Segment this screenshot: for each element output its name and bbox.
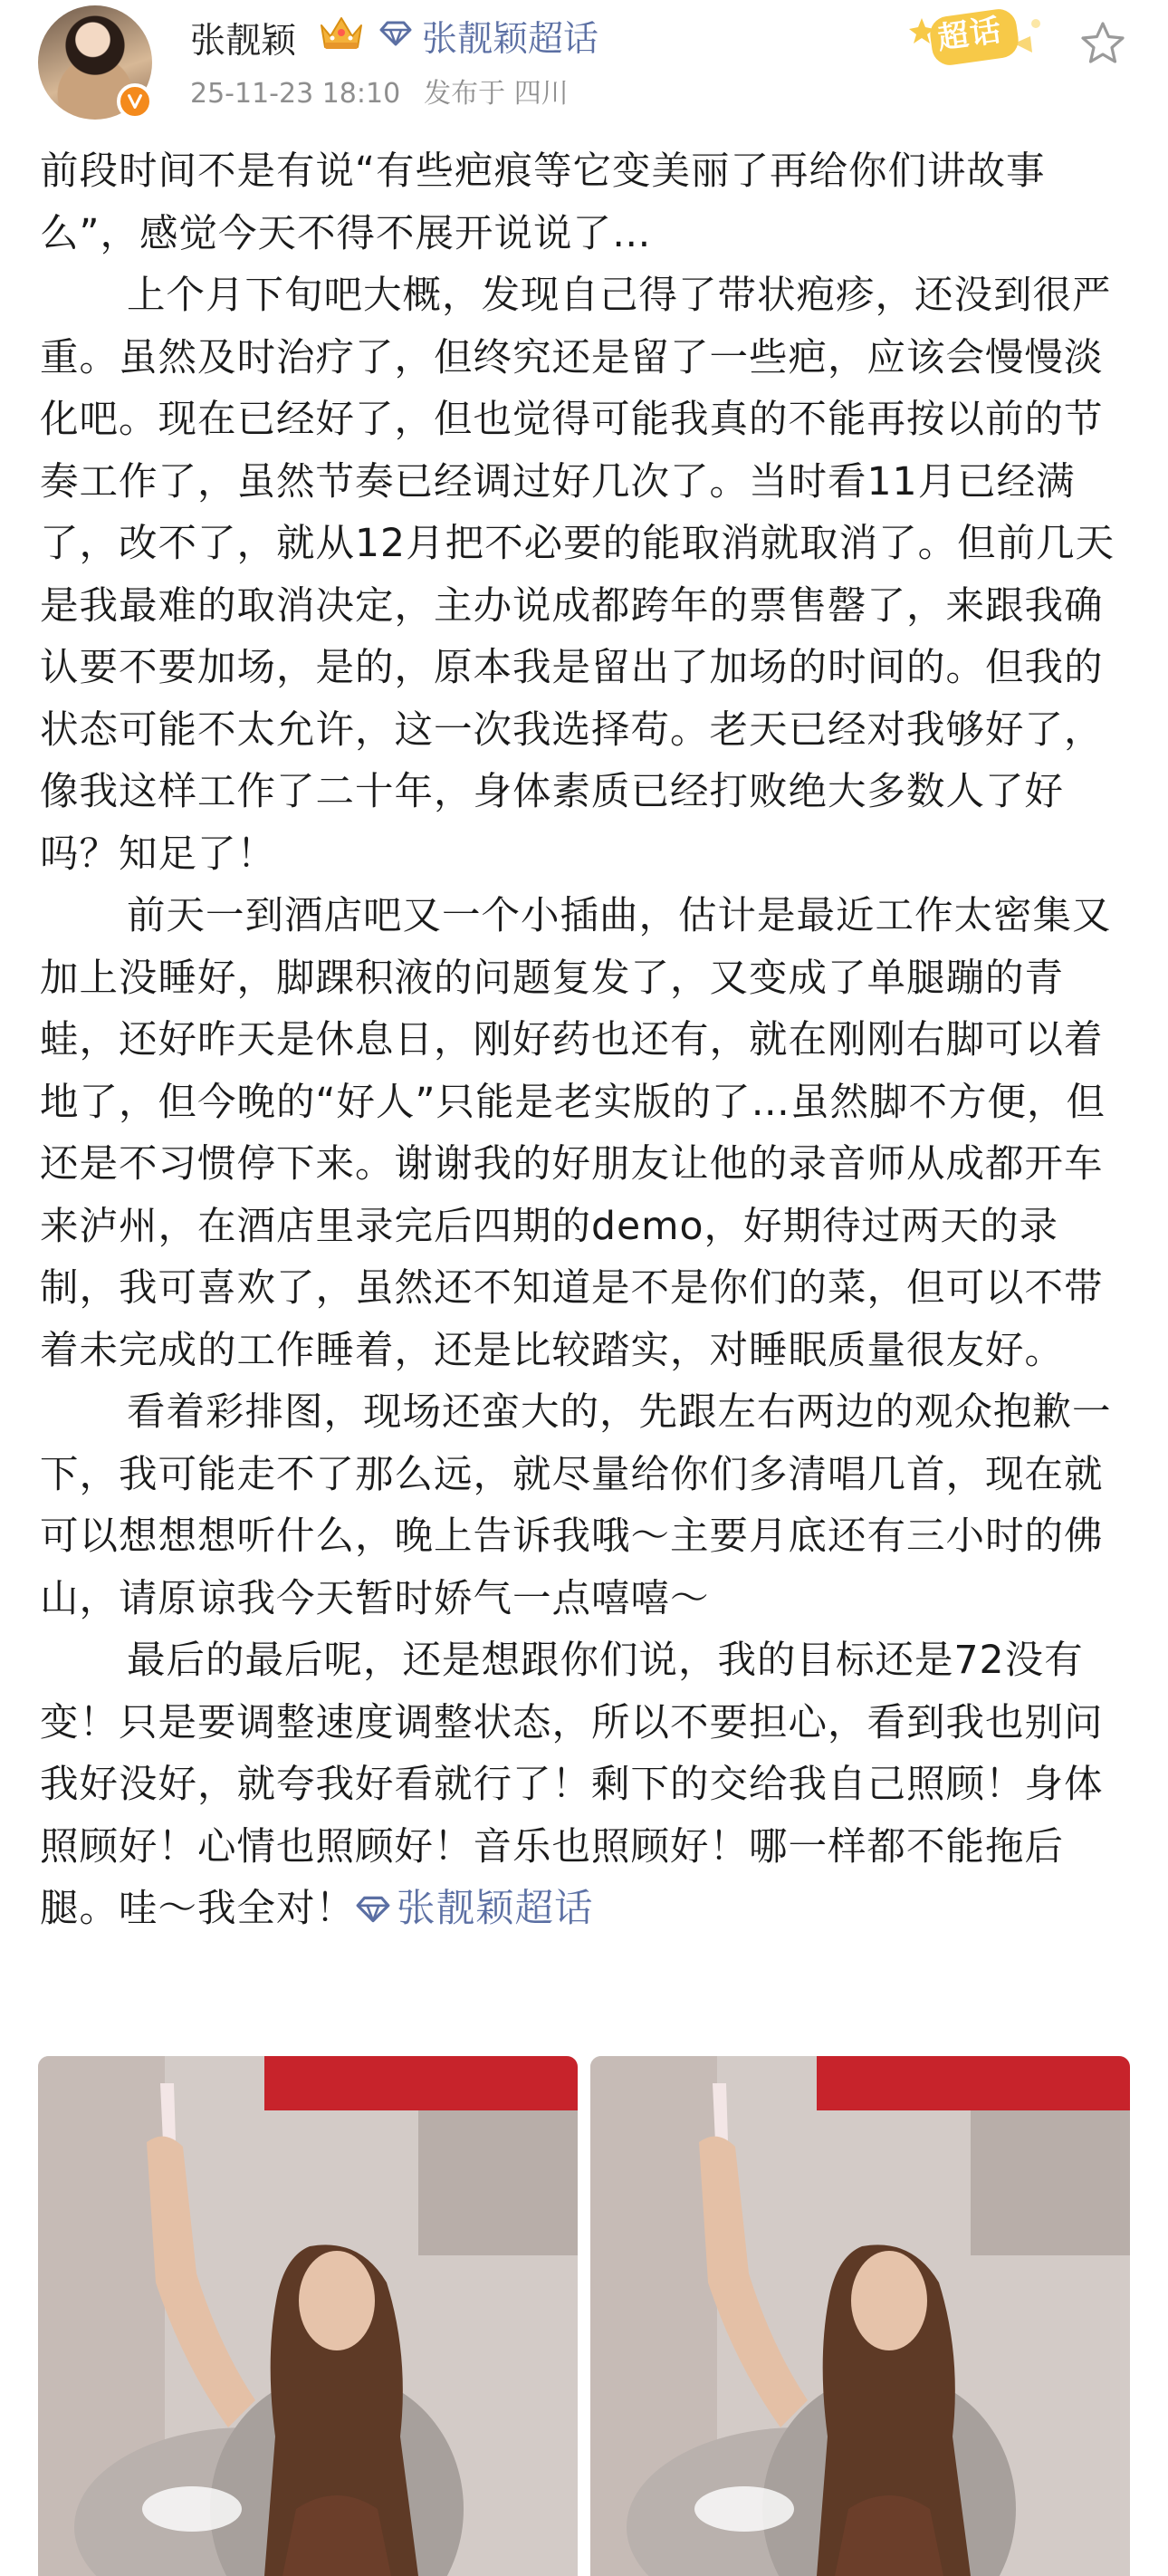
post-image[interactable] <box>590 2056 1130 2576</box>
post-paragraph: 前天一到酒店吧又一个小插曲，估计是最近工作太密集又加上没睡好，脚踝积液的问题复发了，又变成了单腿蹦的青蛙，还好昨天是休息日，刚好药也还有，就在刚刚右脚可以着地了，但今晚的“好人”只能是老实版的了…虽然脚不方便，但还是不习惯停下来。谢谢我的好朋友让他的录音师从成都开车来泸州，在酒店里录完后四期的demo，好期待过两天的录制，我可喜欢了，虽然还不知道是不是你们的菜，但可以不带着未完成的工作睡着，还是比较踏实，对睡眠质量很友好。 <box>40 894 1112 1373</box>
post-content <box>40 141 1135 1941</box>
diamond-icon <box>378 20 413 47</box>
post-paragraph: 看着彩排图，现场还蛮大的，先跟左右两边的观众抱歉一下，我可能走不了那么远，就尽量给你们多清唱几首，现在就可以想想想听什么，晚上告诉我哦～主要月底还有三小时的佛山，请原谅我今天暂时娇气一点嘻嘻～ <box>40 1390 1112 1621</box>
post-paragraph: 上个月下旬吧大概，发现自己得了带状疱疹，还没到很严重。虽然及时治疗了，但终究还是留了一些疤，应该会慢慢淡化吧。现在已经好了，但也觉得可能我真的不能再按以前的节奏工作了，虽然节奏已经调过好几次了。当时看11月已经满了，改不了，就从12月把不必要的能取消就取消了。但前几天是我最难的取消决定，主办说成都跨年的票售罄了，来跟我确认要不要加场，是的，原本我是留出了加场的时间的。但我的状态可能不太允许，这一次我选择苟。老天已经对我够好了，像我这样工作了二十年，身体素质已经打败绝大多数人了好吗？知足了！ <box>40 274 1115 877</box>
crown-icon <box>317 13 366 53</box>
photo-illustration <box>590 2056 1130 2576</box>
photo-illustration <box>38 2056 578 2576</box>
post-header <box>0 0 1168 136</box>
location: 发布于 四川 <box>424 78 569 110</box>
verified-badge-icon <box>117 83 153 120</box>
post-paragraph-text: 最后的最后呢，还是想跟你们说，我的目标还是72没有变！只是要调整速度调整状态，所以不要担心，看到我也别问我好没好，就夸我好看就行了！剩下的交给我自己照顾！身体照顾好！心情也照顾好！音乐也照顾好！哪一样都不能拖后腿。哇～我全对！ <box>40 1639 1104 1931</box>
star-icon[interactable] <box>1077 18 1128 69</box>
super-topic-tag-label: 张靓颖超话 <box>397 1887 594 1931</box>
post-paragraph: 前段时间不是有说“有些疤痕等它变美丽了再给你们讲故事么”，感觉今天不得不展开说说了… <box>40 149 1046 256</box>
post-paragraph-last <box>40 1630 1135 1941</box>
user-name[interactable]: 张靓颖 <box>190 21 297 62</box>
diamond-icon <box>355 1895 391 1924</box>
post-meta <box>190 71 569 111</box>
super-topic-link[interactable]: 张靓颖超话 <box>422 19 599 60</box>
super-topic-tag[interactable] <box>355 1887 594 1931</box>
post-image[interactable] <box>38 2056 578 2576</box>
timestamp: 25-11-23 18:10 <box>190 78 401 110</box>
sticker-label: 超话 <box>935 12 1005 57</box>
